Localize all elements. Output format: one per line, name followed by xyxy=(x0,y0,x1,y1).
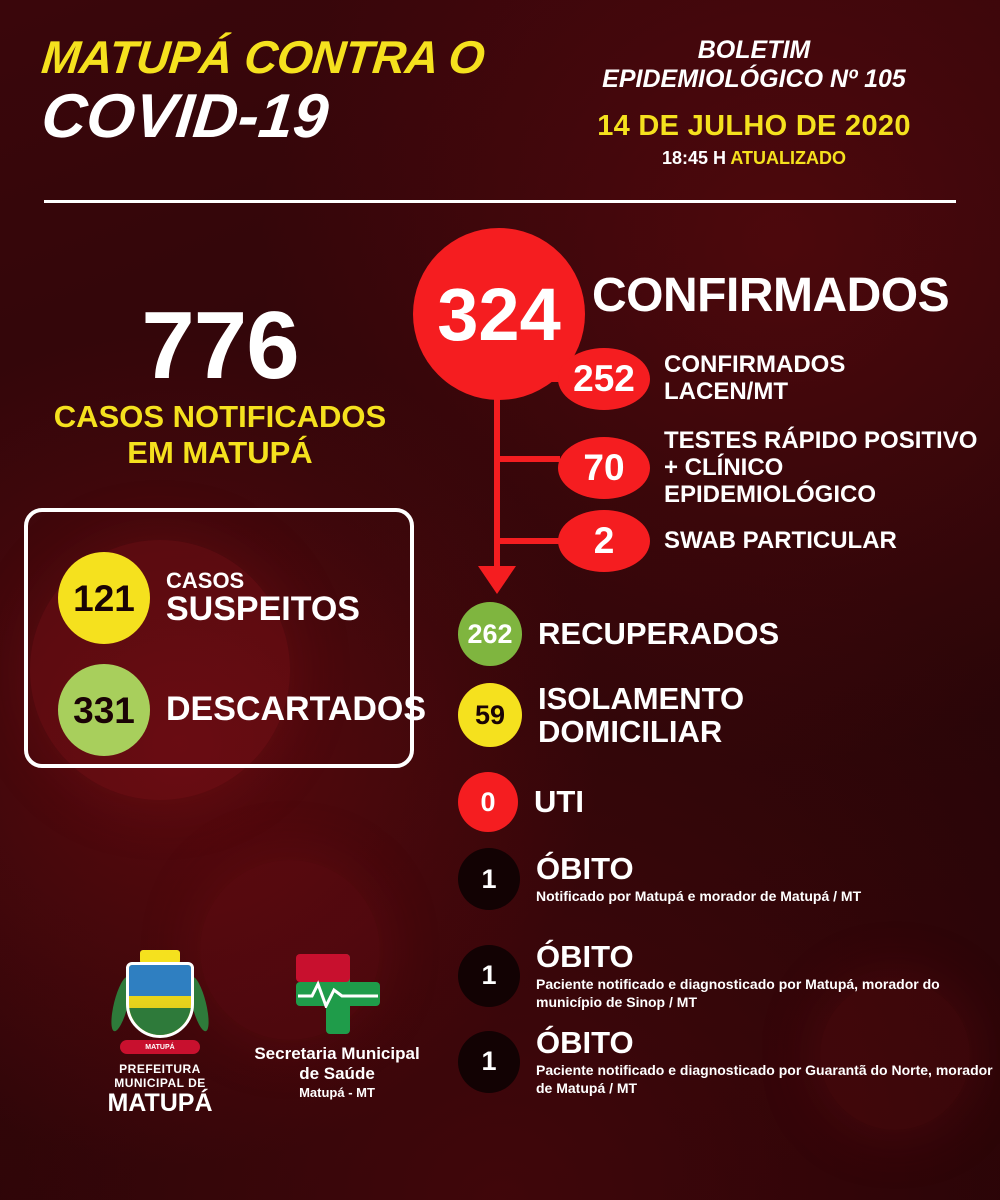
shield-sky xyxy=(129,965,191,996)
health-caption-line-2: de Saúde xyxy=(299,1063,375,1083)
breakdown-label-lacen xyxy=(664,352,845,406)
health-caption-line-1: Secretaria Municipal xyxy=(254,1044,420,1063)
suspects-count: 121 xyxy=(58,552,150,644)
suspects-label-small: CASOS xyxy=(166,567,245,593)
death-2-note: Paciente notificado e diagnosticado por Matupá, morador do município de Sinop / MT xyxy=(536,976,940,1010)
shield-icon xyxy=(126,962,194,1038)
breakdown-lacen-line-2: LACEN/MT xyxy=(664,378,788,405)
breakdown-row-lacen xyxy=(558,348,845,410)
poster-title xyxy=(38,31,602,151)
notified-cases-block xyxy=(20,292,420,470)
home-isolation-label-line-1: ISOLAMENTO xyxy=(538,681,745,716)
death-1-label xyxy=(536,852,861,906)
discarded-count: 331 xyxy=(58,664,150,756)
notified-label-line-1: CASOS NOTIFICADOS xyxy=(53,399,387,435)
bulletin-line-2: EPIDEMIOLÓGICO Nº 105 xyxy=(602,64,906,93)
header-divider xyxy=(44,200,956,203)
notified-cases-label xyxy=(20,399,420,470)
discarded-row xyxy=(58,664,426,756)
death-2-label-text: ÓBITO xyxy=(536,939,634,974)
notified-cases-number: 776 xyxy=(141,292,299,399)
death-3-label xyxy=(536,1026,1000,1097)
suspects-label-big: SUSPEITOS xyxy=(166,589,360,628)
suspects-discarded-box xyxy=(24,508,427,768)
recovered-label-text: RECUPERADOS xyxy=(538,616,780,652)
stat-row-death-2 xyxy=(458,940,1000,1011)
stat-row-death-1 xyxy=(458,848,861,910)
cross-red-accent xyxy=(296,954,350,982)
death-2-count: 1 xyxy=(458,945,520,1007)
home-isolation-count: 59 xyxy=(458,683,522,747)
breakdown-lacen-line-1: CONFIRMADOS xyxy=(664,351,846,379)
breakdown-count-swab: 2 xyxy=(558,510,650,572)
title-line-2: COVID-19 xyxy=(38,82,332,151)
stat-row-icu xyxy=(458,772,584,832)
discarded-label: DESCARTADOS xyxy=(166,690,427,729)
bulletin-updated-badge: ATUALIZADO xyxy=(730,147,847,168)
breakdown-rapid-line-2: + CLÍNICO EPIDEMIOLÓGICO xyxy=(664,453,877,508)
bulletin-line-1: BOLETIM xyxy=(697,36,811,64)
death-1-note: Notificado por Matupá e morador de Matupá / MT xyxy=(536,888,862,905)
crest-ribbon: MATUPÁ xyxy=(120,1040,200,1054)
notified-label-line-2: EM MATUPÁ xyxy=(127,434,313,470)
coat-of-arms-icon xyxy=(114,950,206,1054)
heartbeat-icon xyxy=(298,980,378,1008)
suspects-row xyxy=(58,552,360,644)
health-caption-1 xyxy=(232,1044,442,1083)
icu-count: 0 xyxy=(458,772,518,832)
recovered-label xyxy=(538,617,779,650)
home-isolation-label-line-2: DOMICILIAR xyxy=(538,714,723,750)
footer-logos xyxy=(40,950,440,1160)
icu-label-text: UTI xyxy=(534,784,584,820)
city-hall-caption-1: PREFEITURA MUNICIPAL DE xyxy=(114,1062,206,1090)
breakdown-label-swab: SWAB PARTICULAR xyxy=(664,526,897,554)
death-3-count: 1 xyxy=(458,1031,520,1093)
confirmed-total-label: CONFIRMADOS xyxy=(592,269,950,322)
breakdown-rapid-line-1: TESTES RÁPIDO POSITIVO xyxy=(664,427,978,454)
bulletin-date: 14 DE JULHO DE 2020 xyxy=(597,109,911,142)
connector-line-1 xyxy=(494,376,560,382)
stat-row-death-3 xyxy=(458,1026,1000,1097)
death-3-note: Paciente notificado e diagnosticado por Guarantã do Norte, morador de Matupá / MT xyxy=(536,1062,993,1096)
death-3-label-text: ÓBITO xyxy=(536,1025,634,1060)
stat-row-recovered xyxy=(458,602,779,666)
bulletin-time: 18:45 H xyxy=(661,147,727,168)
death-2-label xyxy=(536,940,1000,1011)
health-caption-2: Matupá - MT xyxy=(299,1085,375,1101)
breakdown-count-lacen: 252 xyxy=(558,348,650,410)
health-department-logo xyxy=(232,952,442,1100)
home-isolation-label xyxy=(538,682,744,749)
breakdown-label-rapid-test xyxy=(664,428,1000,509)
death-1-count: 1 xyxy=(458,848,520,910)
connector-line-2 xyxy=(494,456,560,462)
confirmed-total-count: 324 xyxy=(413,228,585,400)
connector-arrow-icon xyxy=(478,566,516,594)
shield-field xyxy=(129,1008,191,1035)
city-hall-logo xyxy=(90,950,230,1116)
recovered-count: 262 xyxy=(458,602,522,666)
breakdown-row-swab xyxy=(558,510,897,572)
suspects-label xyxy=(166,569,360,628)
bulletin-info xyxy=(554,36,954,169)
header xyxy=(0,0,1000,205)
title-line-1: MATUPÁ CONTRA O xyxy=(39,31,487,83)
icu-label xyxy=(534,785,584,818)
connector-line-3 xyxy=(494,538,560,544)
stat-row-home-isolation xyxy=(458,682,744,749)
breakdown-count-rapid-test: 70 xyxy=(558,437,650,499)
bulletin-time-row xyxy=(554,148,954,169)
city-hall-caption-2: MATUPÁ xyxy=(107,1089,213,1117)
death-1-label-text: ÓBITO xyxy=(536,851,634,887)
health-cross-icon xyxy=(292,952,382,1036)
breakdown-row-rapid-test xyxy=(558,428,1000,509)
